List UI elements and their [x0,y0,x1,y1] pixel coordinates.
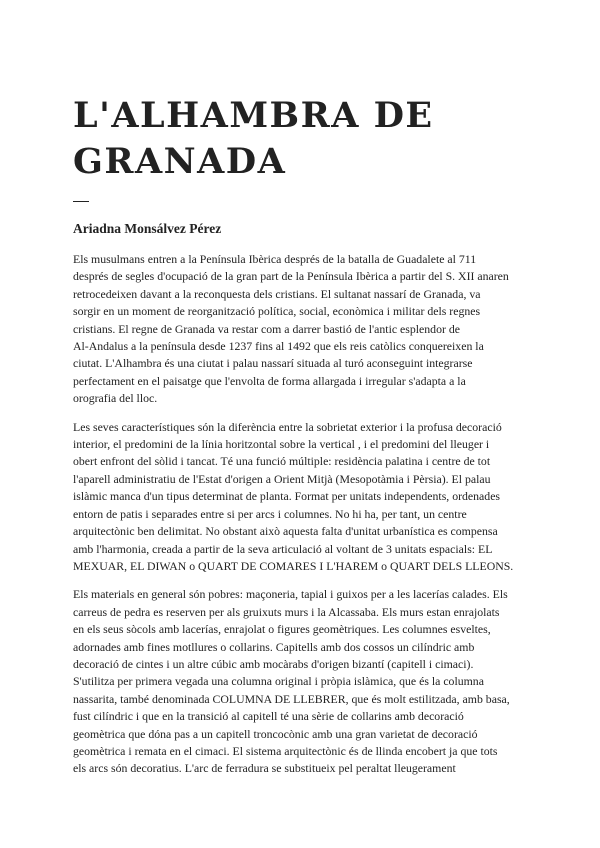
paragraph-line: MEXUAR, EL DIWAN o QUART DE COMARES I L'HAREM o QUART DELS LLEONS. [73,558,514,573]
paragraph-line: geomètrica que dóna pas a un capitell troncocònic amb una gran varietat de decoració [73,726,478,741]
title-line-1: L'ALHAMBRA DE [73,95,434,136]
paragraph-line: retrocedeixen davant a la reconquesta dels cristians. El sultanat nassarí de Granada, va [73,286,481,301]
paragraph-2 [73,419,530,576]
paragraph-line: interior, el predomini de la línia horitzontal sobre la vertical , i el predomini del lleuger i [73,437,490,452]
title-divider [73,201,89,202]
paragraph-1 [73,251,530,408]
paragraph-line: ciutat. L'Alhambra és una ciutat i palau nassarí situada al turó aconseguint integrarse [73,356,473,371]
paragraph-3 [73,586,530,777]
paragraph-line: obert enfront del sòlid i tancat. Té una funció múltiple: residència palatina i centre de tot [73,454,491,469]
paragraph-line: decoració de cintes i un altre cúbic amb mocàrabs d'origen bizantí (capitell i cimaci). [73,656,474,671]
body-text [73,251,530,778]
paragraph-line: l'aparell administratiu de l'Estat d'origen a Orient Mitjà (Mesopotàmia i Pèrsia). El palau [73,471,491,486]
paragraph-line: amb l'harmonia, creada a partir de la seva articulació al voltant de 3 unitats espacials: EL [73,541,493,556]
paragraph-line: islàmic manca d'un tipus determinat de planta. Format per unitats independents, ordenades [73,489,501,504]
paragraph-line: Les seves característiques són la diferència entre la sobrietat exterior i la profusa decoració [73,419,502,434]
document-title [73,93,530,185]
paragraph-line: geomètrica i remata en el cimaci. El sistema arquitectònic és de llinda encobert ja que tots [73,743,498,758]
paragraph-line: S'utilitza per primera vegada una columna original i pròpia islàmica, que és la columna [73,674,484,689]
paragraph-line: els arcs són decoratius. L'arc de ferradura se substitueix pel peraltat lleugerament [73,761,456,776]
title-line-2: GRANADA [73,141,287,182]
paragraph-line: adornades amb fines motllures o collarins. Capitells amb dos cossos un cilíndric amb [73,639,475,654]
paragraph-line: en els seus sòcols amb lacerías, enrajolat o figures geomètriques. Les columnes esveltes, [73,622,491,637]
author-name: Ariadna Monsálvez Pérez [73,221,222,236]
paragraph-line: perfectament en el paisatge que l'envolta de forma allargada i irregular s'adapta a la [73,373,466,388]
paragraph-line: Els materials en general són pobres: maçoneria, tapial i guixos per a les lacerías calades. Els [73,587,508,602]
paragraph-line: nassarita, també denominada COLUMNA DE LLEBRER, que és molt estilitzada, amb basa, [73,691,510,706]
paragraph-line: sorgir en un moment de reorganització política, social, econòmica i militar dels regnes [73,304,481,319]
paragraph-line: després de segles d'ocupació de la gran part de la Península Ibèrica a partir del S. XII anaren [73,269,509,284]
paragraph-line: entorn de patis i separades entre si per arcs i columnes. No hi ha, per tant, un centre [73,506,467,521]
paragraph-line: Al-Andalus a la península desde 1237 fins al 1492 que els reis catòlics conquereixen la [73,339,484,354]
paragraph-line: orografia del lloc. [73,391,158,406]
paragraph-line: fust cilíndric i que en la transició al capitell té una sèrie de collarins amb decoració [73,709,464,724]
paragraph-line: carreus de pedra es reserven per als gruixuts murs i la Alcassaba. Els murs estan enrajolats [73,604,500,619]
paragraph-line: Els musulmans entren a la Península Ibèrica després de la batalla de Guadalete al 711 [73,252,477,266]
paragraph-line: arquitectònic ben delimitat. No obstant això aquesta falta d'unitat urbanística es compensa [73,524,498,539]
paragraph-line: cristians. El regne de Granada va restar com a darrer bastió de l'antic esplendor de [73,321,460,336]
